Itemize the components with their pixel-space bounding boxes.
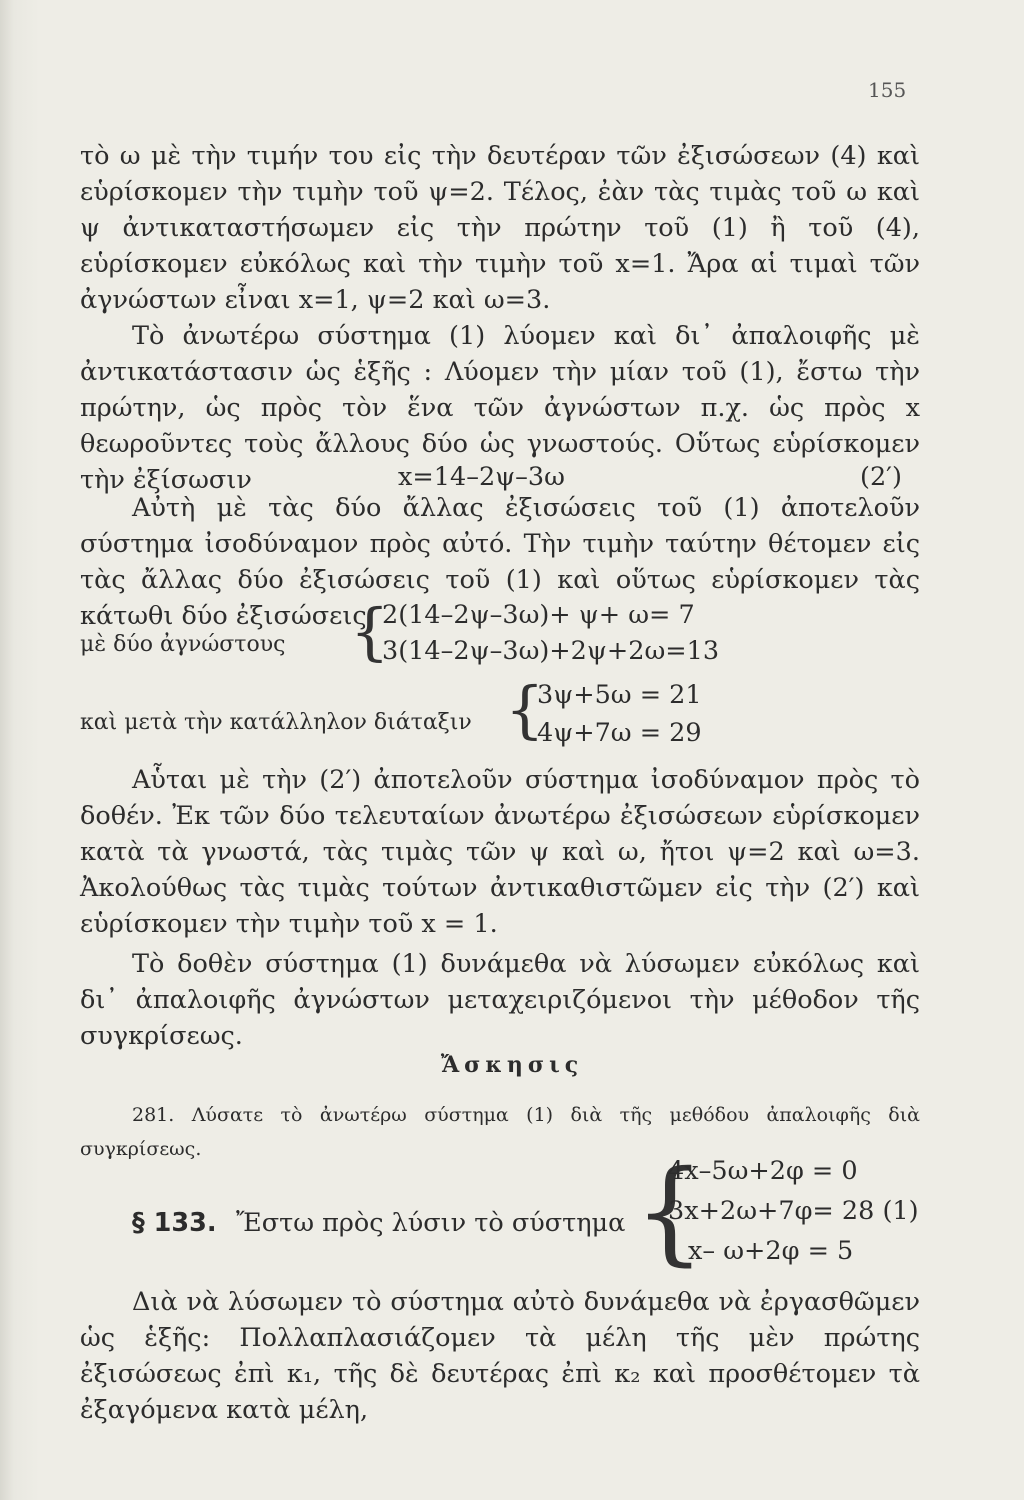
system-2-brace: {	[505, 673, 545, 746]
paragraph-4: Αὗται μὲ τὴν (2′) ἀποτελοῦν σύστημα ἰσοδύναμον πρὸς τὸ δοθέν. Ἐκ τῶν δύο τελευταίων ἀνωτέρω ἐξισώσεων εὑρίσκομεν κατὰ τὰ γνωστά, τὰς τιμὰς τῶν ψ καὶ ω, ἤτοι ψ=2 καὶ ω=3. Ἀκολούθως τὰς τιμὰς τούτων ἀντικαθιστῶμεν εἰς τὴν (2′) καὶ εὑρίσκομεν τὴν τιμὴν τοῦ x = 1.	[80, 765, 920, 939]
system-3-brace: {	[634, 1147, 706, 1277]
section-number: § 133.	[132, 1208, 217, 1238]
system-3-eq-1: 4x–5ω+2φ = 0	[668, 1156, 858, 1186]
system-2-eq-2: 4ψ+7ω = 29	[537, 718, 702, 748]
system-1-brace: {	[350, 595, 390, 668]
paragraph-1: τὸ ω μὲ τὴν τιμήν του εἰς τὴν δευτέραν τῶν ἐξισώσεων (4) καὶ εὑρίσκομεν τὴν τιμὴν τοῦ ψ=2. Τέλος, ἐὰν τὰς τιμὰς τοῦ ω καὶ ψ ἀντικαταστήσωμεν εἰς τὴν πρώτην τοῦ (1) ἢ τοῦ (4), εὑρίσκομεν εὐκόλως καὶ τὴν τιμὴν τοῦ x=1. Ἄρα αἱ τιμαὶ τῶν ἀγνώστων εἶναι x=1, ψ=2 καὶ ω=3.	[80, 141, 920, 315]
section-text: Ἔστω πρὸς λύσιν τὸ σύστημα	[236, 1208, 626, 1238]
system-1-eq-2: 3(14–2ψ–3ω)+2ψ+2ω=13	[382, 636, 720, 666]
section-heading: Ἄσκησις	[440, 1052, 584, 1078]
equation-2prime: x=14–2ψ–3ω	[398, 462, 565, 492]
system-1-label: μὲ δύο ἀγνώστους	[80, 632, 286, 657]
exercise-281: 281. Λύσατε τὸ ἀνωτέρω σύστημα (1) διὰ τῆς μεθόδου ἀπαλοιφῆς διὰ συγκρίσεως.	[80, 1104, 920, 1160]
system-1-eq-1: 2(14–2ψ–3ω)+ ψ+ ω= 7	[382, 600, 695, 630]
paragraph-2: Τὸ ἀνωτέρω σύστημα (1) λύομεν καὶ δι᾿ ἀπαλοιφῆς μὲ ἀντικατάστασιν ὡς ἑξῆς : Λύομεν τὴν μίαν τοῦ (1), ἔστω τὴν πρώτην, ὡς πρὸς τὸν ἕνα τῶν ἀγνώστων π.χ. ὡς πρὸς x θεωροῦντες τοὺς ἄλλους δύο ὡς γνωστούς. Οὕτως εὑρίσκομεν τὴν ἐξίσωσιν	[80, 321, 920, 495]
paragraph-3: Αὐτὴ μὲ τὰς δύο ἄλλας ἐξισώσεις τοῦ (1) ἀποτελοῦν σύστημα ἰσοδύναμον πρὸς αὐτό. Τὴν τιμὴν ταύτην θέτομεν εἰς τὰς ἄλλας δύο ἐξισώσεις τοῦ (1) καὶ οὕτως εὑρίσκομεν τὰς κάτωθι δύο ἐξισώσεις	[80, 493, 920, 631]
system-2-label: καὶ μετὰ τὴν κατάλληλον διάταξιν	[80, 710, 472, 735]
paragraph-5: Τὸ δοθὲν σύστημα (1) δυνάμεθα νὰ λύσωμεν εὐκόλως καὶ δι᾿ ἀπαλοιφῆς ἀγνώστων μεταχειριζόμενοι τὴν μέθοδον τῆς συγκρίσεως.	[80, 949, 920, 1051]
paragraph-6: Διὰ νὰ λύσωμεν τὸ σύστημα αὐτὸ δυνάμεθα νὰ ἐργασθῶμεν ὡς ἑξῆς: Πολλαπλασιάζομεν τὰ μέλη τῆς μὲν πρώτης ἐξισώσεως ἐπὶ κ₁, τῆς δὲ δευτέρας ἐπὶ κ₂ καὶ προσθέτομεν τὰ ἐξαγόμενα κατὰ μέλη,	[80, 1287, 920, 1425]
page-number: 155	[868, 78, 907, 102]
system-3-eq-2: 3x+2ω+7φ= 28 (1)	[668, 1196, 919, 1226]
equation-2prime-label: (2′)	[860, 462, 902, 492]
system-2-eq-1: 3ψ+5ω = 21	[537, 680, 702, 710]
system-3-eq-3: x– ω+2φ = 5	[688, 1236, 854, 1266]
